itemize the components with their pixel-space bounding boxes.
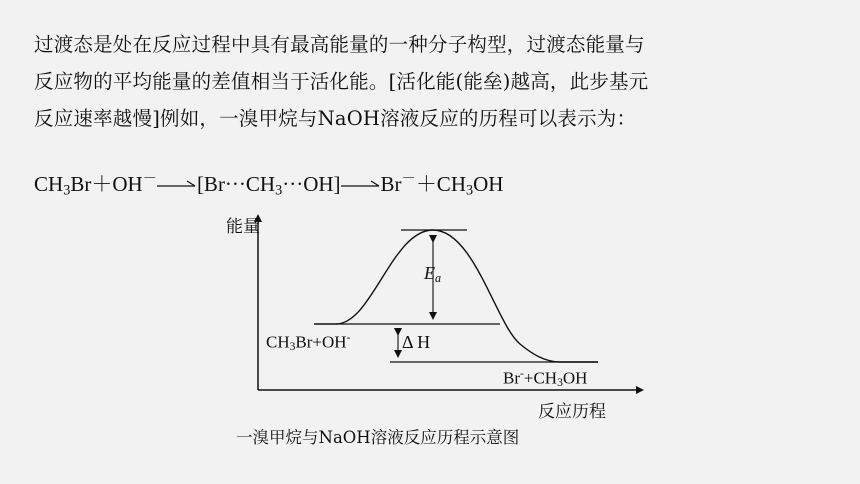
energy-curve (314, 230, 598, 362)
diagram-caption: 一溴甲烷与NaOH溶液反应历程示意图 (236, 428, 520, 447)
products-label: $Br^-+CH_3OH$ (503, 367, 588, 390)
reaction-equation: $CH_3Br+OH^-$ $[Br\cdot\cdot\cdot CH_3\cdot\cdot\cdot OH]$ $Br^-+CH_3OH$ (34, 171, 504, 199)
delta-h-label: Δ H (402, 332, 431, 352)
paragraph-line-3: 反应速率越慢]例如，一溴甲烷与NaOH溶液反应的历程可以表示为： (34, 107, 637, 130)
reactants-label: $CH_3Br+OH^-$ (266, 331, 351, 354)
x-axis-label: 反应历程 (538, 402, 606, 422)
y-axis-label: 能量 (226, 217, 260, 237)
activation-energy-label: $E_a$ (424, 263, 442, 286)
paragraph-line-1: 过渡态是处在反应过程中具有最高能量的一种分子构型，过渡态能量与 (34, 33, 645, 56)
paragraph-line-2: 反应物的平均能量的差值相当于活化能。[活化能(能垒)越高，此步基元 (34, 70, 649, 93)
